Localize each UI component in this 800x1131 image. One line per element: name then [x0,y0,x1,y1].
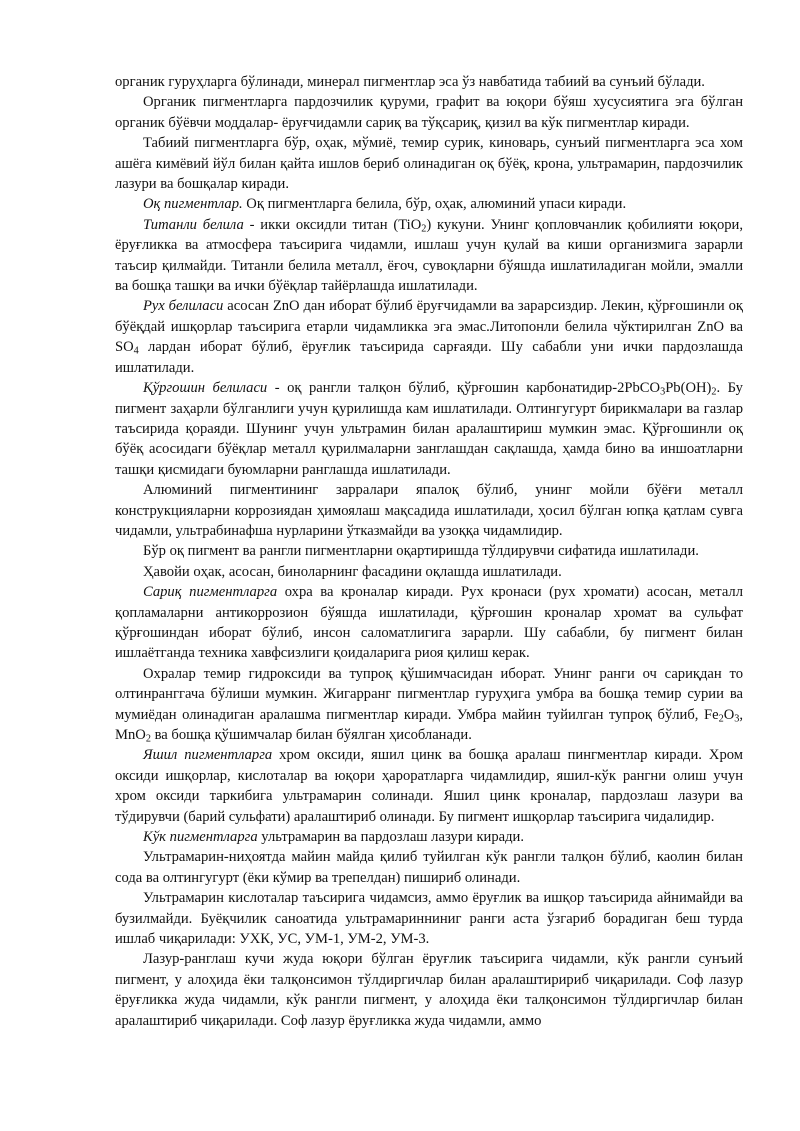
paragraph-heading: Оқ пигментлар. [143,196,243,213]
paragraph-text: ) кукуни. Унинг қопловчанлик қобилияти юқори, ёруғликка ва атмосфера таъсирига чидамли, ишлаш учун қулай ва киши организмига зарарли таъсир қилмайди. Титанли белила металл, ёғоч, сувоқларни бўяшда ишлатиладиган мойли, эмалли ва бошқа ташқи ва ички бўёқлар тайёрлашда ишлатилади. [115,216,743,295]
document-page [115,72,743,1031]
paragraph-text: Ультрамарин кислоталар таъсирига чидамсиз, аммо ёруғлик ва ишқор таъсирида айнимайди ва бузилмайди. Буёқчилик саноатида ультрамаринниниг ранги аста ўзгариб борадиган беш турда ишлаб чиқарилади: УХК, УС, УМ-1, УМ-2, УМ-3. [115,890,743,948]
paragraph [115,664,743,746]
paragraph-heading: Кўк пигментларга [143,829,258,846]
paragraph [115,745,743,827]
paragraph-text: Алюминий пигментининг зарралари япалоқ бўлиб, унинг мойли бўёғи металл конструкцияларни коррозиядан ҳимоялаш мақсадида ишлатилади, ҳосил бўлган юпқа қатлам сувга чидамли, ультрабинафша нурларини ўтказмайди ва узоққа чидамлидир. [115,482,743,539]
paragraph-heading: Қўргошин белиласи [143,380,268,397]
paragraph-heading: Рух белиласи [143,298,224,315]
paragraph [115,562,743,582]
paragraph-text: - оқ рангли талқон бўлиб, қўрғошин карбонатидир-2PbCO [267,380,661,397]
paragraph [115,827,743,847]
paragraph-text: Бўр оқ пигмент ва рангли пигментларни оқартиришда тўлдирувчи сифатида ишлатилади. [143,543,699,560]
paragraph-text: Табиий пигментларга бўр, оҳак, мўмиё, темир сурик, киноварь, сунъий пигментларга эса хом ашёга кимёвий йўл билан қайта ишлов бериб олинадиган оқ бўёқ, крона, ультрамарин, пардозчилик лазури ва бошқалар киради. [115,135,743,193]
paragraph [115,480,743,541]
paragraph-text: Лазур-ранглаш кучи жуда юқори бўлган ёруғлик таъсирига чидамли, кўк рангли сунъий пигмент, у алоҳида ёки талқонсимон тўлдиргичлар билан аралаштиририб чиқарилади. Соф лазур ёруғликка жуда чидамли, кўк рангли пигмент, у алоҳида ёки талқонсимон тўлдиргичлар билан аралаштириб чиқарилади. Соф лазур ёруғликка жуда чидамли, аммо [115,951,743,1029]
paragraph-text: . Бу пигмент заҳарли бўлганлиги учун қурилишда кам ишлатилади. Олтингугурт бирикмалари ва газлар таъсирида қораяди. Шунинг учун ультрамин билан аралаштириш мумкин эмас. Қўрғошинли оқ бўёқ асосидаги бўёқлар металл қурилмаларни занглашдан сақлашда, ҳамда бино ва иншоатларни ташқи қисмидаги буюмларни ранглашда ишлатилади. [115,380,743,478]
paragraph-heading: Сариқ пигментларга [143,584,278,601]
paragraph-text: хром оксиди, яшил цинк ва бошқа аралаш пингментлар киради. Хром оксиди ишқорлар, кислоталар ва юқори ҳароратларга чидамлидир, яшил-кўк рангни олиш учун хром оксиди таркибига ультрамарин солинади. Яшил цинк кроналар, пардозлаш лазури ва тўдирувчи (барий сульфати) аралаштириб олинади. Бу пигмент ишқорлар таъсирига чидалидир. [115,747,743,825]
paragraph-text: Оқ пигментларга белила, бўр, оҳак, алюминий упаси киради. [242,196,627,213]
paragraph [115,296,743,378]
paragraph [115,72,743,92]
paragraph [115,888,743,949]
paragraph-text: асосан ZnO дан иборат бўлиб ёруғчидамли ва зарарсиздир. Лекин, қўрғошинли оқ бўёқдай ишқорлар таъсирига етарли чидамликка эга эмас.Литопонли белила чўктирилган ZnO ва SO [115,298,743,356]
paragraph [115,215,743,297]
paragraph-text: Органик пигментларга пардозчилик қуруми, графит ва юқори бўяш хусусиятига эга бўлган органик бўёвчи моддалар- ёруғчидамли сариқ ва тўқсариқ, қизил ва кўк пигментлар киради. [115,94,743,131]
paragraph-heading: Яшил пигментларга [143,747,273,764]
paragraph-text: Ҳавойи оҳак, асосан, биноларнинг фасадини оқлашда ишлатилади. [143,563,562,580]
paragraph-heading: Титанли белила [143,216,244,233]
subscript: 3 [734,713,740,725]
subscript: 2 [711,386,717,398]
subscript: 3 [660,386,666,398]
paragraph [115,541,743,561]
subscript: 4 [133,345,139,357]
paragraph-text: охра ва кроналар киради. Рух кронаси (рух хромати) асосан, металл қопламаларни антикоррозион бўяшда ишлатилади, қўрғошин кроналар хромат ва сульфат қўрғошиндан иборат бўлиб, инсон саломатлигига зарарли. Шу сабабли, бу пигмент билан ишлаётганда техника хавфсизлиги қоидаларига риоя қилиш керак. [115,584,743,662]
paragraph-text: - икки оксидли титан (TiO [243,216,422,233]
paragraph-text: лардан иборат бўлиб, ёруғлик таъсирида сарғаяди. Шу сабабли уни ички пардозлашда ишлатилади. [115,339,743,376]
paragraph-text: органик гуруҳларга бўлинади, минерал пигментлар эса ўз навбатида табиий ва сунъий бўлади. [115,74,705,90]
paragraph [115,92,743,133]
subscript: 2 [421,223,427,235]
paragraph-text: Ультрамарин-ниҳоятда майин майда қилиб туйилган кўк рангли талқон бўлиб, каолин билан сода ва олтингугурт (ёки кўмир ва трепелдан) пишириб олинади. [115,849,743,886]
paragraph-text: Pb(OH) [665,380,712,397]
subscript: 2 [718,713,724,725]
paragraph [115,378,743,480]
paragraph-text: , MnO [115,706,743,743]
paragraph [115,194,743,214]
paragraph-text: O [723,706,735,723]
paragraph [115,582,743,664]
paragraph [115,949,743,1031]
paragraph-text: ультрамарин ва пардозлаш лазури киради. [257,829,525,846]
paragraph-text: Охралар темир гидроксиди ва тупроқ қўшимчасидан иборат. Унинг ранги оч сариқдан то олтинранггача бўлиши мумкин. Жигарранг пигментлар гуруҳига умбра ва бошқа темир сурии ва мумиёдан олинадиган аралашма пигментлар киради. Умбра майин туйилган тупроқ бўлиб, Fe [115,665,743,723]
paragraph [115,133,743,194]
subscript: 2 [145,733,151,745]
paragraph [115,847,743,888]
paragraph-text: ва бошқа қўшимчалар билан бўялган ҳисобланади. [150,727,472,743]
